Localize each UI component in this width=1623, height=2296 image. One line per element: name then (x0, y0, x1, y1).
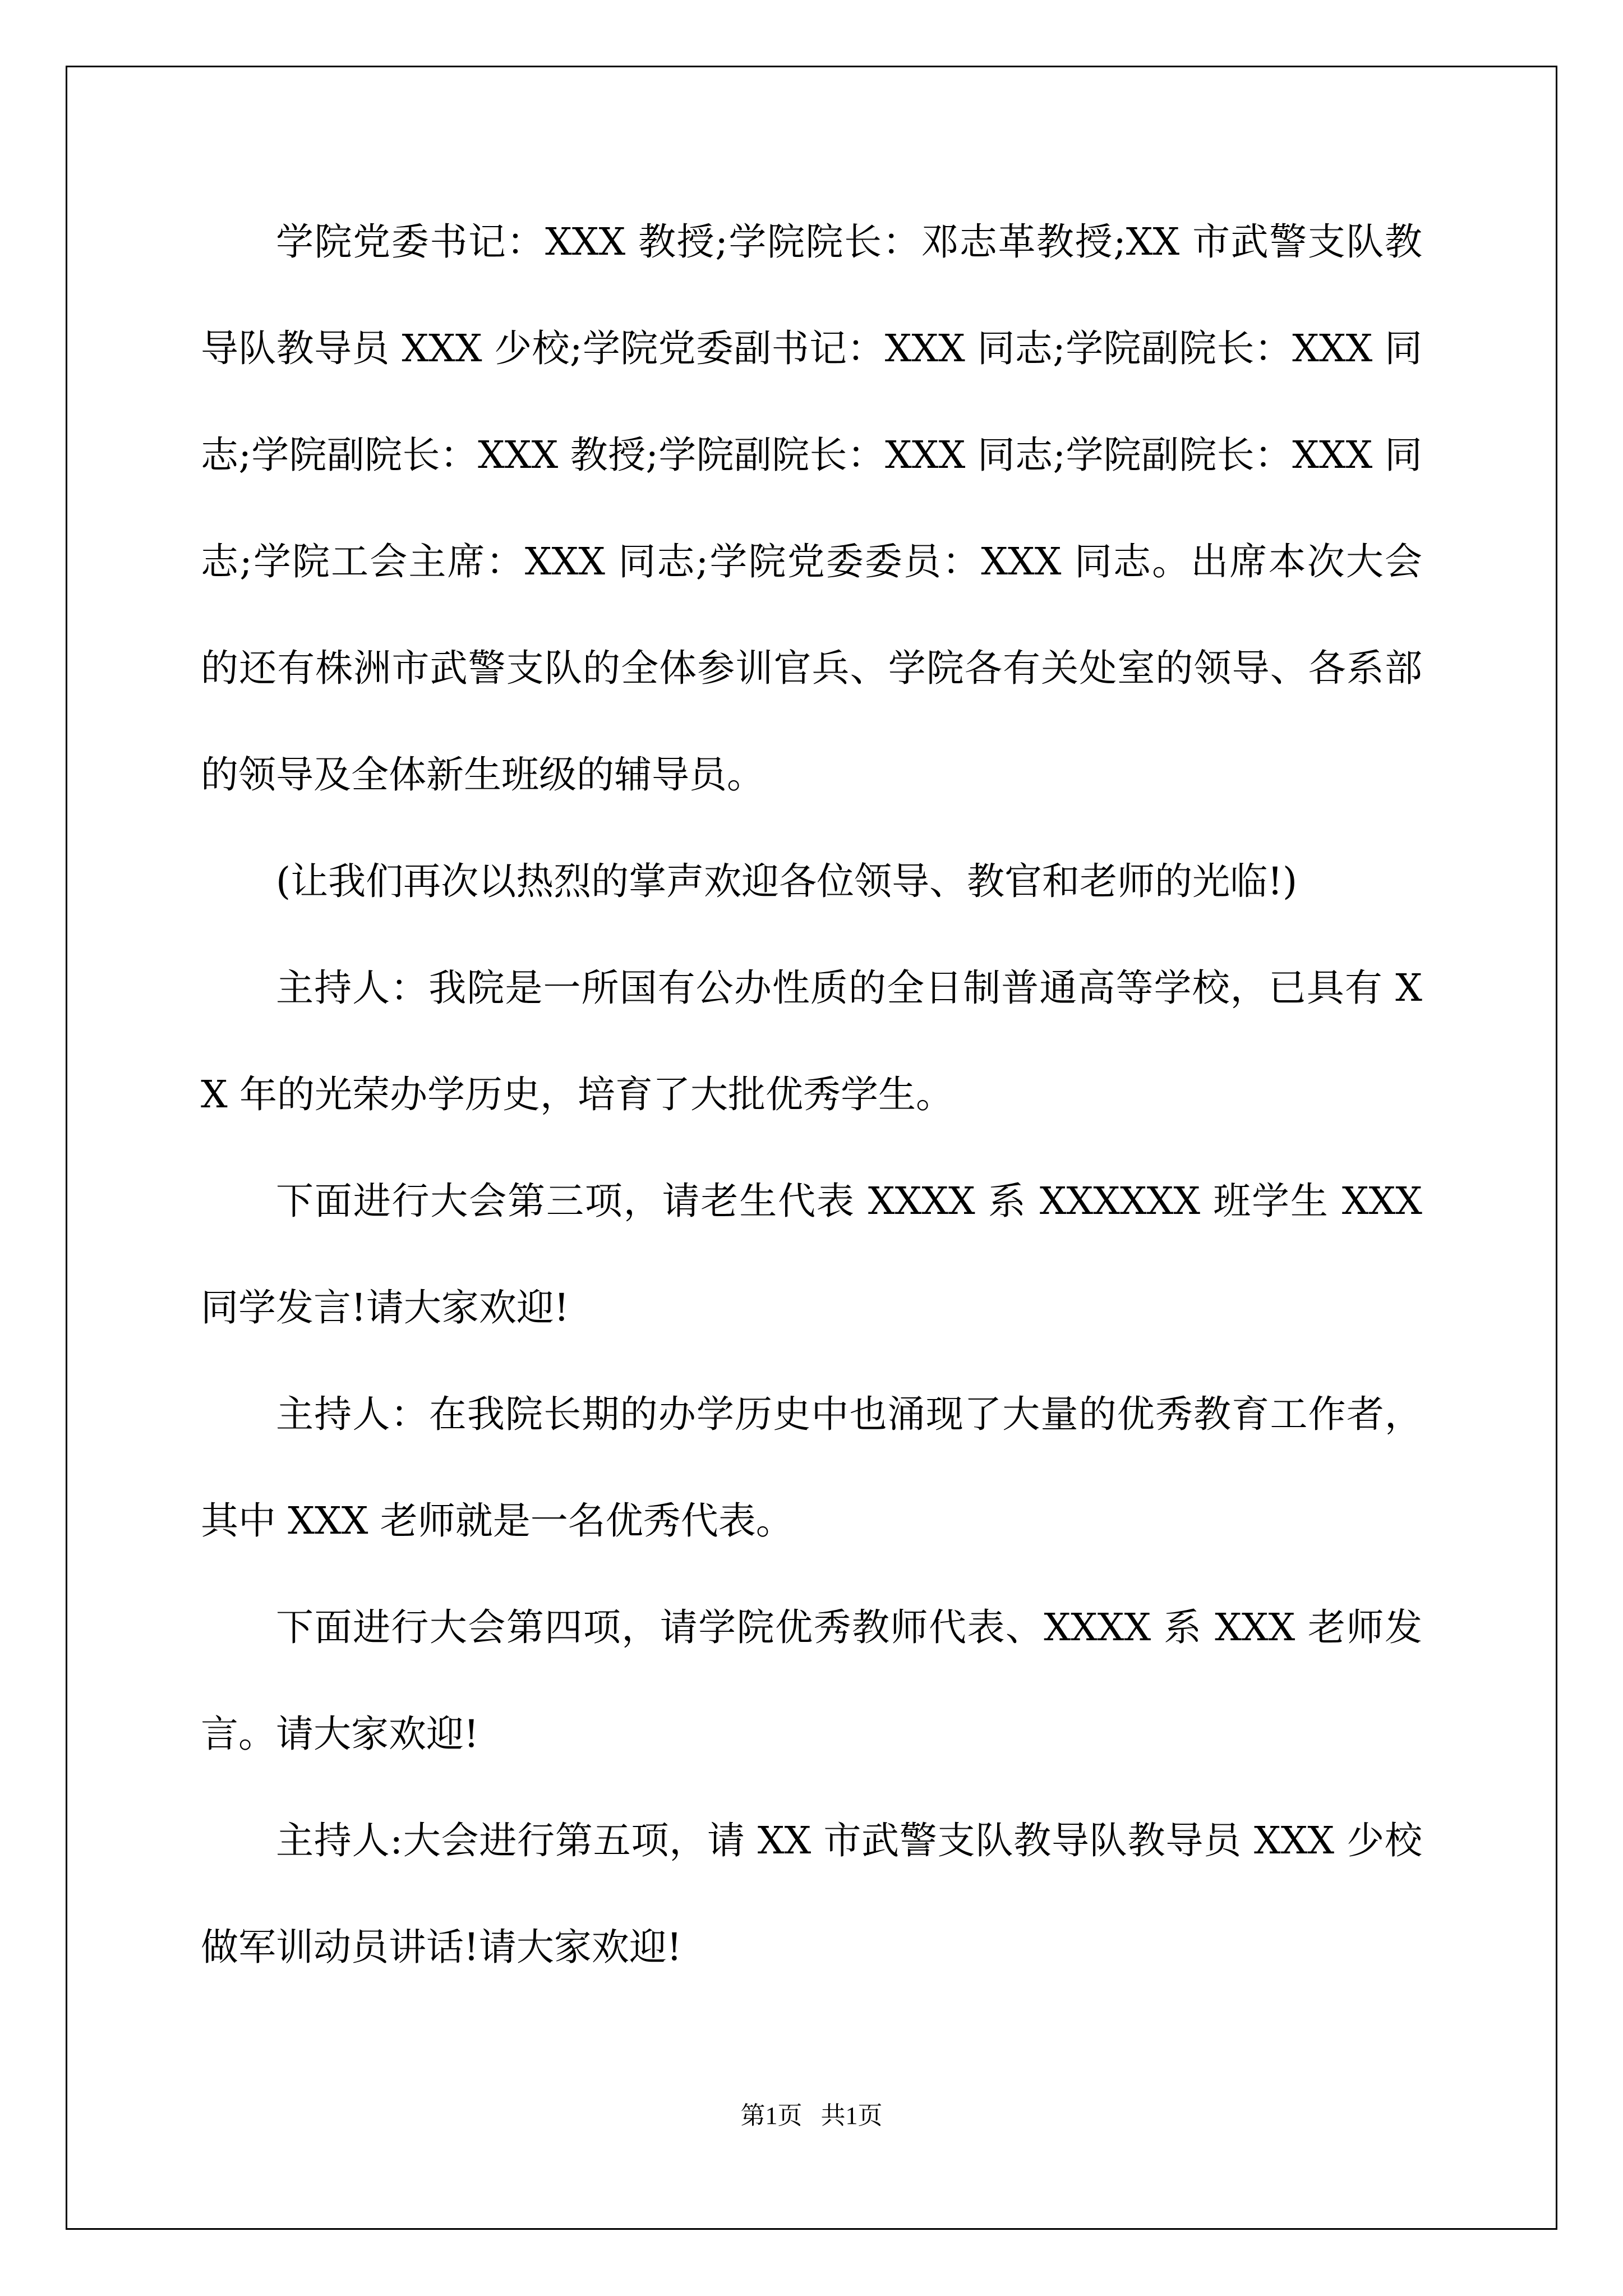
page-footer (0, 2095, 1623, 2131)
paragraph-item-five: 主持人:大会进行第五项，请 XX 市武警支队教导队教导员 XXX 少校做军训动员讲话!请大家欢迎! (201, 1819, 1422, 1969)
paragraph-host-teachers: 主持人：在我院长期的办学历史中也涌现了大量的优秀教育工作者，其中 XXX 老师就是一名优秀代表。 (201, 1392, 1422, 1543)
paragraph-item-three: 下面进行大会第三项，请老生代表 XXXX 系 XXXXXX 班学生 XXX 同学发言!请大家欢迎! (201, 1179, 1422, 1329)
paragraph-item-four: 下面进行大会第四项，请学院优秀教师代表、XXXX 系 XXX 老师发言。请大家欢迎! (201, 1605, 1422, 1756)
paragraph-attendees: 学院党委书记：XXX 教授;学院院长：邓志革教授;XX 市武警支队教导队教导员 XXX 少校;学院党委副书记：XXX 同志;学院副院长：XXX 同志;学院副院长：XXX 教授;学院副院长：XXX 同志;学院副院长：XXX 同志;学院工会主席：XXX 同志;学院党委委员：XXX 同志。出席本次大会的还有株洲市武警支队的全体参训官兵、学院各有关处室的领导、各系部的领导及全体新生班级的辅导员。 (201, 220, 1422, 797)
paragraph-host-intro: 主持人：我院是一所国有公办性质的全日制普通高等学校，已具有 XX 年的光荣办学历史，培育了大批优秀学生。 (201, 966, 1422, 1116)
document-body (201, 188, 1422, 2000)
page-total: 共1页 (820, 2102, 883, 2129)
paragraph-welcome: (让我们再次以热烈的掌声欢迎各位领导、教官和老师的光临!) (276, 859, 1298, 903)
page-number: 第1页 (740, 2102, 803, 2129)
